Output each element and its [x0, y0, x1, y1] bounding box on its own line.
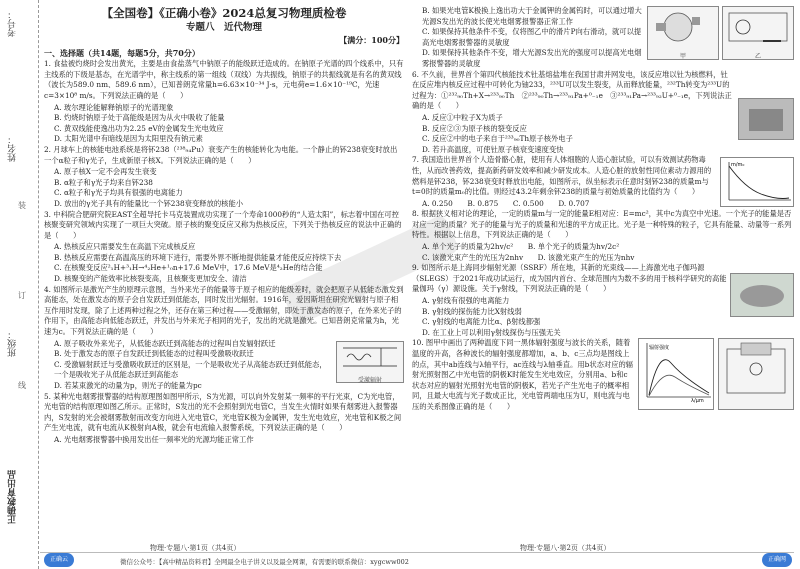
q2-option-d: D. 放出的γ光子具有的能量比一个钚238衰变释放的核能小	[54, 198, 244, 208]
q10-block	[412, 338, 794, 412]
q4-option-c: C. 受激辐射跃迁与受激吸收跃迁的区别是，一个是吸收光子从高能态跃迁到低能态，一个是吸收光子从低能态跃迁到高能态	[54, 359, 327, 380]
bind-word-1: 装	[18, 201, 26, 210]
question-2: 2. 月球车上的核能电池系统是将钚238（²³⁸₉₄Pu）衰变产生的核能转化为电能。一个静止的钚238衰变时放出一个α粒子和γ光子，生成新原子核X。下列说法正确的是（ ）	[44, 144, 398, 165]
q10-y-label: 辐射强度	[649, 345, 670, 352]
q9-block	[412, 263, 794, 338]
q5-option-d: D. 如果保持其他条件不变，增大光源S发出光的强度可以提高光电烟雾报警器的灵敏度	[422, 48, 642, 68]
q6-option-d: D. 若升高温度，可使钍原子核衰变速度变快	[422, 144, 564, 154]
q1-option-c: C. 黄双线能使逸出功为2.25 eV的金属发生光电效应	[54, 123, 224, 133]
q4-option-b: B. 处于激发态的原子自发跃迁到低能态的过程叫受激吸收跃迁	[54, 349, 254, 359]
q6-option-c: C. 反应②中的电子来自于²³³₉₀Th原子核外电子	[422, 134, 573, 144]
logo-right: 正确网	[762, 553, 792, 567]
q9-option-a: A. γ射线有很强的电离能力	[422, 296, 510, 306]
bind-word-3: 线	[18, 381, 26, 390]
q7-block	[412, 155, 794, 209]
name-label: 姓名：	[8, 135, 18, 162]
q9-option-c: C. γ射线的电离能力比α、β射线都强	[422, 317, 541, 327]
decay-curve-icon	[721, 158, 793, 206]
q3-option-c: C. 在核聚变反应²₁H+³₁H→⁴₂He+¹₀n+17.6 MeV中，17.6 MeV是⁴₂He的结合能	[54, 263, 323, 273]
q7-options: A. 0.250 B. 0.875 C. 0.500 D. 0.707	[422, 198, 590, 208]
smoke-detector-icon	[648, 7, 718, 47]
section-heading: 一、选择题（共14题，每题5分，共70分）	[44, 47, 200, 58]
right-column	[412, 6, 794, 414]
q5-continued	[412, 6, 794, 70]
question-8: 8. 根据狭义相对论的理论，一定的质量m与一定的能量E相对应：E=mc²，其中c为真空中光速。一个光子的能量是否对应一定的质量？光子的能量与光子的质量和光速的平方成正比。光子是一种特殊的粒子，它具有能量、动量等一系列特性。根据以上信息，下列说法正确的是（ ）	[412, 209, 792, 240]
q9-option-d: D. 在工业上可以利用γ射线探伤与压强无关	[422, 327, 561, 337]
q5-figure-a-label: 甲	[679, 52, 686, 60]
footer-wechat-note: 微信公众号：【高中精品资料君】全网最全电子讲义以及最全网课，有需要的联系微信：xygcww002	[120, 558, 409, 566]
q1-option-b: B. 灼烧时钠原子处于高能级是因为从火中吸收了能量	[54, 113, 225, 123]
question-9: 9. 如图所示是上海同步辐射光源（SSRF）所在地，其新的光束线——上海激光电子伽玛源（SLEGS）于2021年成功试运行，成为国内首台、全球范围内为数不多的用于核科学研究的高能量伽玛（γ）源设施。关于γ射线，下列说法正确的是（ ）	[412, 263, 727, 294]
q4-block	[44, 339, 404, 392]
footer-page-right: 物理·专题八·第2页（共4页）	[520, 544, 611, 552]
question-5: 5. 某种光电烟雾报警器的结构原理图如图甲所示，S为光源，可以向外发射某一频率的平行光束，C为光电管，光电管的结构原理如图乙所示。正常时，S发出的光不会照射到光电管C，当发生火情时如果有烟雾进入报警器内，S发射的光会被烟雾散射而改变方向进入光电管C，光电管K极为金属钾，发生光电效应，光电管和K极之间产生光电流，就有电流从K极射向A极，就会有电流输入报警系统，下列说法正确的是（ ）	[44, 391, 402, 433]
question-10: 10. 图甲中画出了两种温度下同一黑体辐射强度与波长的关系，随着温度的升高，各种波长的辐射强度都增加，a、b、c三点均是图线上的点，其中ab连线与λ轴平行，ac连线与λ轴垂直。用b状态对应的辐射光照射图乙中光电管的阴极K时能发生光电效应，分别用a、b和c状态对应的辐射光照射光电管的阴极K，若光子产生光电子的概率相同，且最大电流与光子数成正比，光电管两端电压为U，则电流与电压的关系图像正确的是（ ）	[412, 338, 634, 411]
logo-left: 正确云	[44, 553, 74, 567]
q4-option-d: D. 若某束激光的动量为p，则光子的能量为pc	[54, 381, 202, 390]
full-score: 【满分：100分】	[339, 35, 404, 45]
q6-block	[412, 70, 794, 156]
q10-figure-b	[718, 338, 794, 410]
exam-number-label: 考号：	[8, 10, 18, 37]
phototube-circuit-2-icon	[719, 339, 793, 403]
q9-photo	[730, 273, 794, 317]
exam-subtitle: 专题八 近代物理	[185, 22, 262, 33]
question-3: 3. 中科院合肥研究院EAST全超导托卡马克装置成功实现了一个寿命1000秒的“人造太阳”，标志着中国在可控核聚变研究领域内实现了一项巨大突破。原子核的聚变反应又称为热核反应，下列关于热核反应的说法中正确的是（ ）	[44, 209, 402, 240]
laser-diagram-icon	[337, 342, 403, 372]
question-6: 6. 不久前，世界首个第四代核能技术钍基熔盐堆在我国甘肃并网发电，该反应堆以钍为核燃料，钍在反应堆内核反应过程中可转化为铀233，²³³U可以发生裂变，从而释放能量，²³²Th转变为²³³U的过程为：①²³²₉₀Th+X→²³³₉₀Th ②²³³₉₀Th→²³³₉₁Pa+⁰₋₁e ③²³³₉₁Pa→²³³₉₂U+⁰₋₁e，下列说法正确的是（ ）	[412, 69, 732, 111]
question-1: 1. 食盐被灼烧时会发出黄光，主要是由食盐蒸气中钠原子的能级跃迁造成的。在钠原子光谱的四个线系中，只有主线系的下级是基态，在光谱学中，称主线系的第一组线（双线）为共振线，钠原子的共振线就是有名的黄双线（波长为589.0 nm、589.6 nm），已知普朗克常量h=6.63×10⁻³⁴ J·s，元电荷e=1.6×10⁻¹⁹C，光速c=3×10⁸ m/s。下列说法正确的是（ ）	[44, 59, 404, 100]
q6-option-a: A. 反应①中粒子X为质子	[422, 112, 503, 122]
q5-figure-b	[722, 6, 794, 60]
binding-margin	[0, 0, 39, 569]
phototube-circuit-icon	[723, 7, 793, 47]
question-7: 7. 我国造出世界首个人造骨骼心脏，使用有人体细胞的人造心脏试验，可以有效测试药物毒性，从而改善药效，提高新药研发效率和减少研发成本。人造心脏的放射性同位素动力源用的燃料是钚238，钚238衰变时释放出电能，如图所示，纵坐标表示任意时刻钚238的质量m与t=0时的质量m₀的比值。则经过43.2年剩余钚238的质量与初始质量的比值约为（ ）	[412, 155, 712, 197]
q1-option-d: D. 太阳光谱中有暗线是因为太阳里没有钠元素	[54, 134, 203, 144]
q6-option-b: B. 反应②③为原子核的裂变反应	[422, 123, 527, 133]
q1-option-a: A. 玻尔理论能解释钠原子的光谱现象	[54, 102, 174, 112]
q5-option-a: A. 光电烟雾报警器中换用发出任一频率光的光源均能正常工作	[54, 434, 254, 444]
q8-options-cd: C. 该激光束产生的光压为2nhv D. 该激光束产生的光压为nhv	[422, 252, 635, 262]
q5-figure-a	[647, 6, 719, 60]
q2-option-c: C. α粒子和γ光子均具有很强的电离能力	[54, 188, 183, 198]
left-column	[44, 6, 404, 446]
class-label: 班级：	[8, 330, 18, 357]
q3-option-b: B. 热核反应需要在高温高压的环境下进行，需要外界不断地提供能量才能使反应持续下去	[54, 252, 342, 262]
bind-word-2: 订	[18, 291, 26, 300]
q2-option-b: B. α粒子和γ光子均来自钚238	[54, 177, 153, 187]
q3-option-d: D. 核聚变的产能效率比核裂变高，且核聚变更加安全、清洁	[54, 274, 247, 284]
q7-figure	[720, 157, 794, 207]
q3-option-a: A. 热核反应只需要发生在高温下完成核反应	[54, 242, 196, 252]
ssrf-photo-icon	[731, 274, 793, 316]
q6-photo	[738, 98, 794, 140]
blackbody-curve-icon	[639, 339, 713, 403]
reactor-photo-icon	[739, 99, 793, 139]
q5-figure-b-label: 乙	[754, 52, 761, 60]
q4-figure-label: 受激辐射	[357, 377, 382, 385]
q8-options-ab: A. 单个光子的质量为2hv/c² B. 单个光子的质量为hv/2c²	[422, 242, 620, 252]
publisher-label: 正确教育出品	[8, 470, 18, 524]
q4-option-a: A. 原子吸收外来光子，从低能态跃迁到高能态的过程叫自发辐射跃迁	[54, 338, 276, 348]
q4-figure	[336, 341, 404, 383]
q9-option-b: B. γ射线的探伤能力比X射线弱	[422, 306, 522, 316]
exam-title: 【全国卷】《正确小卷》2024总复习物理质检卷	[101, 6, 347, 20]
q7-y-label: m/m₀	[731, 162, 745, 169]
footer-page-left: 物理·专题八·第1页（共4页）	[150, 544, 241, 552]
q10-x-label: λ/μm	[691, 398, 704, 404]
q10-figure-a	[638, 338, 714, 410]
q2-option-a: A. 原子核X一定不会再发生衰变	[54, 167, 157, 177]
question-4: 4. 如图所示是激光产生的原理示意图，当外来光子的能量等于原子相应的能级差时，就会把原子从低能态激发到高能态，处在激发态的原子会自发跃迁到低能态，同时发出光辐射。1916年，爱因斯坦在研究光辐射与原子相互作用时发现，除了上述两种过程之外，还存在第三种过程——受激辐射，即处于激发态的原子，在外来光子的作用下，由高能态向低能态跃迁，并发出与外来光子相同的光子，发出的光就是激光。已知普朗克常量为h，光速为c。下列说法正确的是（ ）	[44, 284, 404, 337]
q5-option-c: C. 如果保持其他条件不变，仅将图乙中的滑片P向右滑动，就可以提高光电烟雾报警器的灵敏度	[422, 27, 642, 47]
q5-option-b: B. 如果光电管K极换上逸出功大于金属钾的金属钨时，可以通过增大光源S发出光的波长使光电烟雾报警器正常工作	[422, 6, 642, 26]
